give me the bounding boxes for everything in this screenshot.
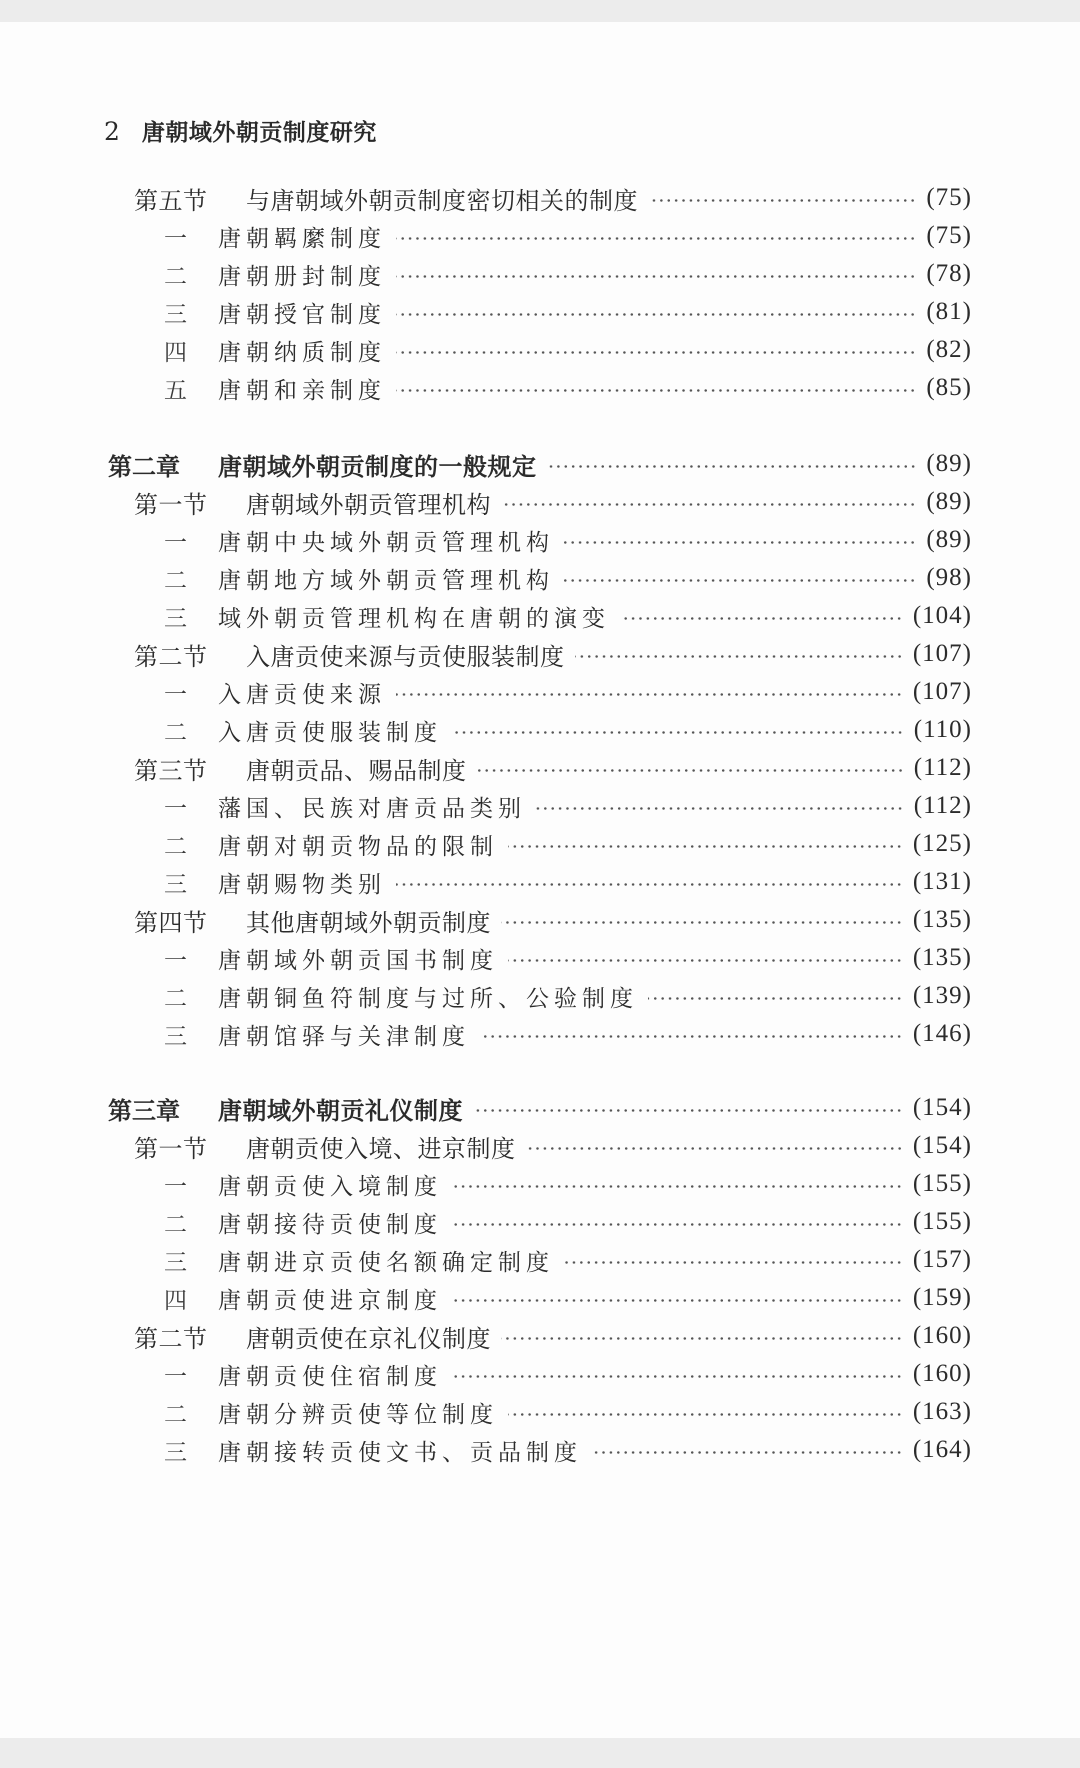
toc-entry-label <box>164 676 386 709</box>
toc-chapter-entry <box>108 1090 972 1126</box>
dot-leader <box>547 465 917 468</box>
dot-leader <box>564 1261 903 1264</box>
toc-entry-page: (81) <box>926 298 972 325</box>
toc-entry-page: (89) <box>926 526 972 553</box>
toc-item-entry <box>164 294 972 330</box>
toc-item-entry <box>164 218 972 254</box>
toc-entry-title: 唐朝分辨贡使等位制度 <box>218 1401 498 1428</box>
toc-entry-number: 五 <box>164 377 187 404</box>
toc-entry-page: (110) <box>913 716 972 743</box>
toc-entry-label <box>164 1434 582 1467</box>
toc-item-entry <box>164 1394 972 1430</box>
toc-entry-label <box>134 485 491 520</box>
dot-leader <box>648 199 916 202</box>
toc-item-entry <box>164 1016 972 1052</box>
toc-entry-label <box>164 866 386 899</box>
toc-entry-title: 唐朝域外朝贡礼仪制度 <box>218 1096 463 1125</box>
toc-entry-number: 第一节 <box>134 1134 208 1163</box>
top-margin <box>0 0 1080 22</box>
toc-entry-number: 一 <box>164 795 187 822</box>
dot-leader <box>452 1185 903 1188</box>
toc-entry-page: (75) <box>926 222 972 249</box>
toc-entry-title: 唐朝域外朝贡管理机构 <box>246 490 491 519</box>
toc-entry-title: 唐朝接转贡使文书、贡品制度 <box>218 1439 582 1466</box>
toc-entry-label <box>164 524 554 557</box>
toc-entry-page: (82) <box>926 336 972 363</box>
toc-entry-title: 其他唐朝域外朝贡制度 <box>246 908 491 937</box>
toc-entry-number: 第二章 <box>108 452 180 481</box>
toc-entry-page: (154) <box>912 1094 972 1121</box>
toc-entry-number: 二 <box>164 1401 187 1428</box>
toc-item-entry <box>164 332 972 368</box>
toc-entry-number: 一 <box>164 681 187 708</box>
toc-entry-number: 第三章 <box>108 1096 180 1125</box>
toc-entry-page: (85) <box>926 374 972 401</box>
toc-entry-label <box>108 1091 463 1126</box>
toc-item-entry <box>164 1280 972 1316</box>
toc-entry-number: 第五节 <box>134 186 208 215</box>
dot-leader <box>592 1451 903 1454</box>
dot-leader <box>477 769 904 772</box>
toc-entry-page: (107) <box>912 640 972 667</box>
toc-entry-page: (131) <box>912 868 972 895</box>
toc-section-entry <box>134 902 972 938</box>
book-page <box>0 22 1080 1738</box>
toc-entry-page: (160) <box>912 1322 972 1349</box>
dot-leader <box>452 731 904 734</box>
toc-entry-page: (146) <box>912 1020 972 1047</box>
toc-entry-label <box>164 790 526 823</box>
toc-entry-number: 三 <box>164 605 187 632</box>
toc-entry-number: 三 <box>164 1249 187 1276</box>
toc-item-entry <box>164 978 972 1014</box>
toc-entry-number: 第二节 <box>134 642 208 671</box>
dot-leader <box>536 807 904 810</box>
toc-item-entry <box>164 598 972 634</box>
toc-entry-page: (75) <box>926 184 972 211</box>
toc-entry-label <box>164 296 386 329</box>
toc-entry-number: 一 <box>164 529 187 556</box>
toc-item-entry <box>164 522 972 558</box>
toc-entry-page: (154) <box>912 1132 972 1159</box>
toc-entry-page: (163) <box>912 1398 972 1425</box>
toc-entry-label <box>134 903 491 938</box>
dot-leader <box>501 1337 903 1340</box>
toc-entry-number: 三 <box>164 871 187 898</box>
toc-entry-page: (78) <box>926 260 972 287</box>
toc-entry-label <box>164 1282 442 1315</box>
toc-section-entry <box>134 1128 972 1164</box>
toc-item-entry <box>164 712 972 748</box>
dot-leader <box>396 389 916 392</box>
toc-entry-label <box>164 828 498 861</box>
toc-entry-label <box>108 447 537 482</box>
toc-entry-page: (135) <box>912 944 972 971</box>
toc-entry-page: (125) <box>912 830 972 857</box>
toc-entry-label <box>164 372 386 405</box>
toc-item-entry <box>164 674 972 710</box>
running-header <box>104 114 377 147</box>
toc-entry-label <box>164 600 610 633</box>
toc-entry-title: 唐朝和亲制度 <box>218 377 386 404</box>
toc-item-entry <box>164 256 972 292</box>
toc-entry-label <box>164 980 638 1013</box>
toc-section-entry <box>134 636 972 672</box>
toc-entry-page: (159) <box>912 1284 972 1311</box>
toc-entry-label <box>164 1358 442 1391</box>
toc-entry-page: (164) <box>912 1436 972 1463</box>
toc-entry-label <box>164 334 386 367</box>
dot-leader <box>396 351 916 354</box>
toc-entry-title: 唐朝域外朝贡制度的一般规定 <box>218 452 537 481</box>
toc-entry-title: 入唐贡使来源与贡使服装制度 <box>246 642 565 671</box>
toc-item-entry <box>164 1432 972 1468</box>
dot-leader <box>508 1413 903 1416</box>
dot-leader <box>508 959 903 962</box>
dot-leader <box>452 1299 903 1302</box>
toc-section-entry <box>134 750 972 786</box>
toc-item-entry <box>164 1204 972 1240</box>
toc-entry-title: 唐朝贡品、赐品制度 <box>246 756 467 785</box>
toc-entry-title: 唐朝进京贡使名额确定制度 <box>218 1249 554 1276</box>
toc-entry-number: 一 <box>164 225 187 252</box>
toc-entry-number: 第四节 <box>134 908 208 937</box>
toc-entry-page: (112) <box>913 754 972 781</box>
toc-entry-title: 域外朝贡管理机构在唐朝的演变 <box>218 605 610 632</box>
toc-entry-title: 唐朝接待贡使制度 <box>218 1211 442 1238</box>
toc-entry-title: 唐朝贡使入境、进京制度 <box>246 1134 516 1163</box>
toc-entry-label <box>134 1129 516 1164</box>
dot-leader <box>575 655 903 658</box>
toc-entry-page: (160) <box>912 1360 972 1387</box>
dot-leader <box>620 617 903 620</box>
toc-entry-page: (157) <box>912 1246 972 1273</box>
toc-entry-number: 三 <box>164 1023 187 1050</box>
toc-entry-title: 唐朝域外朝贡国书制度 <box>218 947 498 974</box>
dot-leader <box>501 503 916 506</box>
dot-leader <box>480 1035 903 1038</box>
toc-section-entry <box>134 1318 972 1354</box>
toc-item-entry <box>164 1166 972 1202</box>
dot-leader <box>396 237 916 240</box>
toc-entry-label <box>134 1319 491 1354</box>
toc-entry-title: 入唐贡使来源 <box>218 681 386 708</box>
toc-entry-label <box>164 942 498 975</box>
dot-leader <box>396 883 903 886</box>
toc-entry-number: 二 <box>164 985 187 1012</box>
dot-leader <box>526 1147 903 1150</box>
toc-entry-number: 三 <box>164 301 187 328</box>
dot-leader <box>452 1375 903 1378</box>
dot-leader <box>452 1223 903 1226</box>
toc-entry-number: 一 <box>164 1363 187 1390</box>
toc-section-entry <box>134 484 972 520</box>
toc-entry-number: 二 <box>164 719 187 746</box>
toc-entry-title: 唐朝对朝贡物品的限制 <box>218 833 498 860</box>
toc-entry-page: (155) <box>912 1208 972 1235</box>
toc-entry-label <box>134 181 638 216</box>
toc-item-entry <box>164 940 972 976</box>
toc-entry-number: 二 <box>164 1211 187 1238</box>
toc-entry-page: (155) <box>912 1170 972 1197</box>
dot-leader <box>396 275 916 278</box>
toc-entry-page: (104) <box>912 602 972 629</box>
toc-entry-number: 二 <box>164 263 187 290</box>
toc-entry-label <box>164 1396 498 1429</box>
toc-entry-number: 一 <box>164 1173 187 1200</box>
toc-entry-title: 唐朝地方域外朝贡管理机构 <box>218 567 554 594</box>
toc-entry-label <box>164 714 442 747</box>
toc-entry-number: 三 <box>164 1439 187 1466</box>
toc-entry-number: 四 <box>164 339 187 366</box>
toc-entry-page: (89) <box>926 450 972 477</box>
toc-section-entry <box>134 180 972 216</box>
toc-entry-title: 唐朝贡使住宿制度 <box>218 1363 442 1390</box>
toc-entry-title: 与唐朝域外朝贡制度密切相关的制度 <box>246 186 638 215</box>
toc-entry-title: 唐朝铜鱼符制度与过所、公验制度 <box>218 985 638 1012</box>
toc-entry-number: 第三节 <box>134 756 208 785</box>
toc-item-entry <box>164 560 972 596</box>
toc-entry-title: 唐朝纳质制度 <box>218 339 386 366</box>
toc-entry-label <box>134 637 565 672</box>
toc-entry-label <box>164 1244 554 1277</box>
dot-leader <box>473 1109 903 1112</box>
toc-entry-title: 唐朝贡使进京制度 <box>218 1287 442 1314</box>
page-number: 2 <box>104 117 120 146</box>
toc-item-entry <box>164 370 972 406</box>
toc-entry-title: 唐朝贡使入境制度 <box>218 1173 442 1200</box>
toc-entry-title: 唐朝羁縻制度 <box>218 225 386 252</box>
toc-entry-title: 唐朝册封制度 <box>218 263 386 290</box>
toc-item-entry <box>164 788 972 824</box>
toc-entry-title: 唐朝中央域外朝贡管理机构 <box>218 529 554 556</box>
toc-entry-label <box>134 751 467 786</box>
dot-leader <box>564 541 916 544</box>
toc-entry-label <box>164 220 386 253</box>
toc-item-entry <box>164 1356 972 1392</box>
dot-leader <box>396 313 916 316</box>
toc-entry-page: (98) <box>926 564 972 591</box>
dot-leader <box>501 921 903 924</box>
toc-entry-number: 第一节 <box>134 490 208 519</box>
toc-entry-title: 唐朝贡使在京礼仪制度 <box>246 1324 491 1353</box>
toc-entry-label <box>164 562 554 595</box>
toc-entry-title: 唐朝馆驿与关津制度 <box>218 1023 470 1050</box>
toc-entry-page: (89) <box>926 488 972 515</box>
toc-entry-number: 第二节 <box>134 1324 208 1353</box>
toc-entry-label <box>164 258 386 291</box>
toc-item-entry <box>164 864 972 900</box>
toc-entry-title: 唐朝赐物类别 <box>218 871 386 898</box>
dot-leader <box>648 997 903 1000</box>
toc-entry-number: 四 <box>164 1287 187 1314</box>
toc-entry-number: 一 <box>164 947 187 974</box>
dot-leader <box>564 579 916 582</box>
toc-item-entry <box>164 1242 972 1278</box>
toc-entry-title: 入唐贡使服装制度 <box>218 719 442 746</box>
toc-entry-number: 二 <box>164 833 187 860</box>
toc-entry-page: (135) <box>912 906 972 933</box>
toc-entry-label <box>164 1206 442 1239</box>
toc-entry-label <box>164 1168 442 1201</box>
toc-entry-title: 唐朝授官制度 <box>218 301 386 328</box>
toc-entry-page: (107) <box>912 678 972 705</box>
toc-chapter-entry <box>108 446 972 482</box>
toc-item-entry <box>164 826 972 862</box>
toc-entry-number: 二 <box>164 567 187 594</box>
toc-entry-label <box>164 1018 470 1051</box>
dot-leader <box>508 845 903 848</box>
toc-entry-title: 藩国、民族对唐贡品类别 <box>218 795 526 822</box>
dot-leader <box>396 693 903 696</box>
book-title: 唐朝域外朝贡制度研究 <box>141 120 377 146</box>
toc-entry-page: (112) <box>913 792 972 819</box>
bottom-margin <box>0 1738 1080 1768</box>
toc-entry-page: (139) <box>912 982 972 1009</box>
